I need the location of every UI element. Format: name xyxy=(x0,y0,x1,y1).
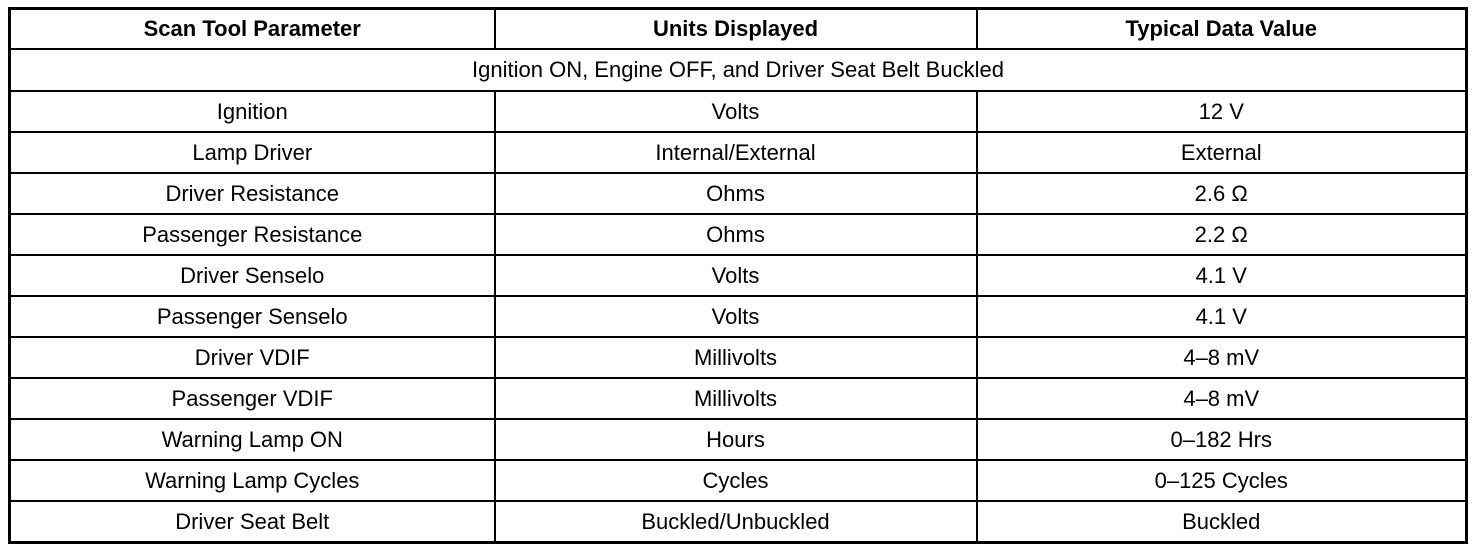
value-cell: 2.6 Ω xyxy=(977,173,1467,214)
parameter-cell: Warning Lamp ON xyxy=(10,419,495,460)
table-row xyxy=(10,419,1467,460)
header-typical-data-value: Typical Data Value xyxy=(977,9,1467,50)
value-cell: 0–125 Cycles xyxy=(977,460,1467,501)
units-cell: Buckled/Unbuckled xyxy=(495,501,977,543)
parameter-cell: Passenger VDIF xyxy=(10,378,495,419)
table-row xyxy=(10,132,1467,173)
parameter-cell: Warning Lamp Cycles xyxy=(10,460,495,501)
table-row xyxy=(10,91,1467,132)
table-row xyxy=(10,337,1467,378)
units-cell: Volts xyxy=(495,296,977,337)
value-cell: 4.1 V xyxy=(977,296,1467,337)
table-row xyxy=(10,214,1467,255)
table-row xyxy=(10,501,1467,543)
table-row xyxy=(10,255,1467,296)
units-cell: Ohms xyxy=(495,173,977,214)
units-cell: Cycles xyxy=(495,460,977,501)
value-cell: 0–182 Hrs xyxy=(977,419,1467,460)
value-cell: 4.1 V xyxy=(977,255,1467,296)
units-cell: Volts xyxy=(495,255,977,296)
header-units-displayed: Units Displayed xyxy=(495,9,977,50)
parameter-cell: Driver Seat Belt xyxy=(10,501,495,543)
units-cell: Volts xyxy=(495,91,977,132)
value-cell: 4–8 mV xyxy=(977,337,1467,378)
parameter-cell: Ignition xyxy=(10,91,495,132)
table-row xyxy=(10,296,1467,337)
scan-tool-data-table xyxy=(8,7,1468,544)
value-cell: 2.2 Ω xyxy=(977,214,1467,255)
header-row xyxy=(10,9,1467,50)
scan-tool-data-table-container xyxy=(8,7,1465,544)
parameter-cell: Driver VDIF xyxy=(10,337,495,378)
parameter-cell: Driver Senselo xyxy=(10,255,495,296)
value-cell: 4–8 mV xyxy=(977,378,1467,419)
units-cell: Internal/External xyxy=(495,132,977,173)
table-row xyxy=(10,460,1467,501)
value-cell: 12 V xyxy=(977,91,1467,132)
value-cell: Buckled xyxy=(977,501,1467,543)
parameter-cell: Passenger Resistance xyxy=(10,214,495,255)
units-cell: Hours xyxy=(495,419,977,460)
condition-row xyxy=(10,49,1467,91)
value-cell: External xyxy=(977,132,1467,173)
table-row xyxy=(10,378,1467,419)
parameter-cell: Lamp Driver xyxy=(10,132,495,173)
units-cell: Millivolts xyxy=(495,337,977,378)
units-cell: Millivolts xyxy=(495,378,977,419)
units-cell: Ohms xyxy=(495,214,977,255)
header-scan-tool-parameter: Scan Tool Parameter xyxy=(10,9,495,50)
condition-label: Ignition ON, Engine OFF, and Driver Seat Belt Buckled xyxy=(10,49,1467,91)
table-row xyxy=(10,173,1467,214)
parameter-cell: Driver Resistance xyxy=(10,173,495,214)
parameter-cell: Passenger Senselo xyxy=(10,296,495,337)
